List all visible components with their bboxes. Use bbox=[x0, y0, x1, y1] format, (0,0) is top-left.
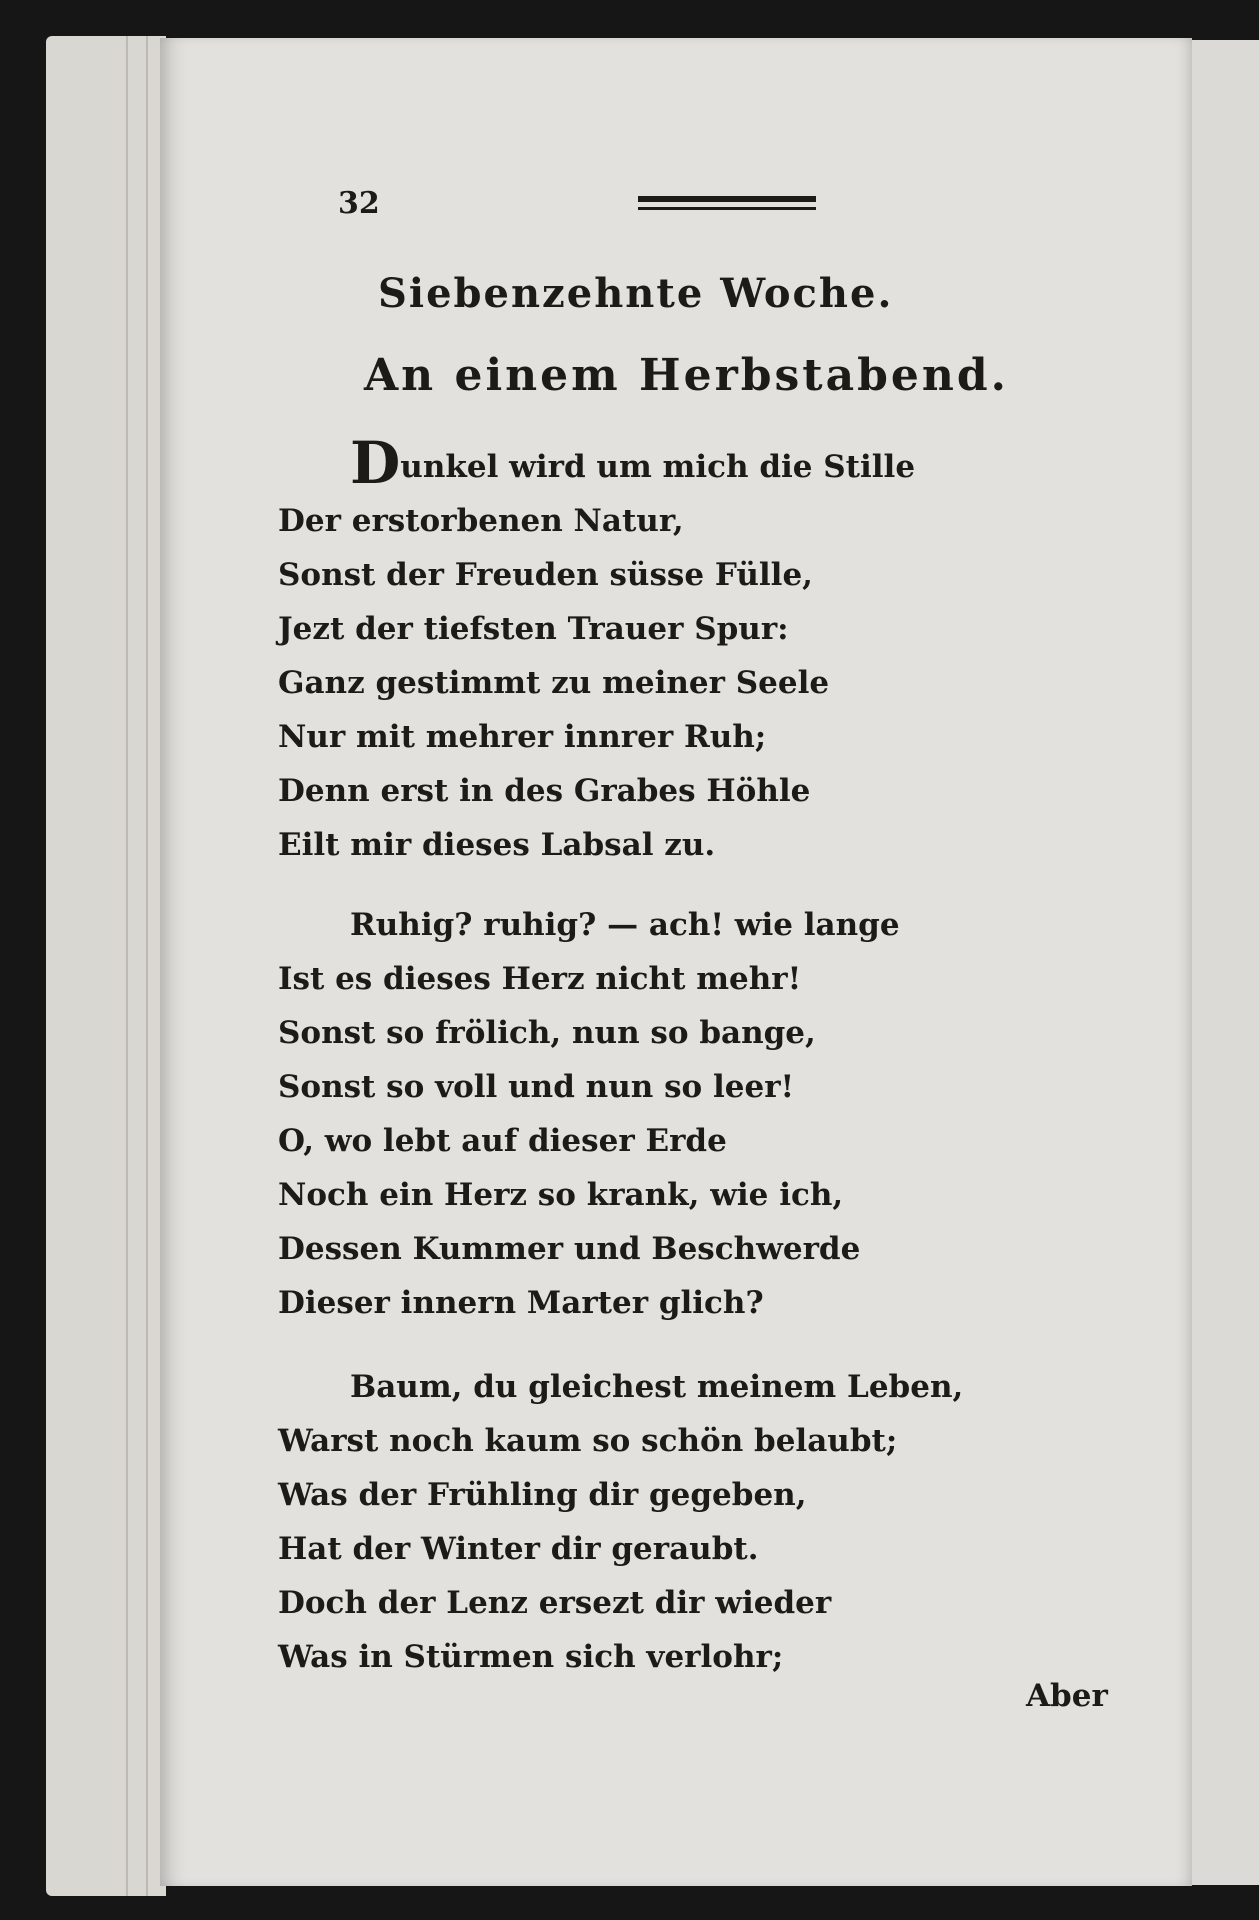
stanza-line: Ist es dieses Herz nicht mehr! bbox=[278, 961, 802, 997]
stanza-1 bbox=[278, 429, 916, 872]
stanza-3 bbox=[278, 1360, 963, 1684]
drop-cap: D bbox=[350, 429, 401, 497]
stanza-line: Noch ein Herz so krank, wie ich, bbox=[278, 1177, 844, 1213]
poem-title: An einem Herbstabend. bbox=[364, 350, 1009, 401]
stanza-line: Doch der Lenz ersezt dir wieder bbox=[278, 1585, 832, 1621]
catchword: Aber bbox=[1026, 1678, 1108, 1714]
page-stack-edges bbox=[46, 36, 166, 1896]
stanza-line: Sonst so frölich, nun so bange, bbox=[278, 1015, 816, 1051]
first-line-text: unkel wird um mich die Stille bbox=[400, 449, 916, 485]
stanza-line: Dieser innern Marter glich? bbox=[278, 1285, 764, 1321]
stanza-line: Dessen Kummer und Beschwerde bbox=[278, 1231, 861, 1267]
stanza-line: Sonst der Freuden süsse Fülle, bbox=[278, 557, 813, 593]
stanza-line: Warst noch kaum so schön belaubt; bbox=[278, 1423, 898, 1459]
stanza-line: Was der Frühling dir gegeben, bbox=[278, 1477, 807, 1513]
stanza-line: Denn erst in des Grabes Höhle bbox=[278, 773, 811, 809]
stanza-line: Nur mit mehrer innrer Ruh; bbox=[278, 719, 767, 755]
stanza-line: Jezt der tiefsten Trauer Spur: bbox=[278, 611, 789, 647]
week-title: Siebenzehnte Woche. bbox=[378, 270, 894, 317]
page-number: 32 bbox=[338, 186, 380, 221]
stanza-line: Ruhig? ruhig? — ach! wie lange bbox=[350, 907, 900, 943]
stanza-line: Was in Stürmen sich verlohr; bbox=[278, 1639, 784, 1675]
stanza-2 bbox=[278, 898, 900, 1330]
stanza-line: Ganz gestimmt zu meiner Seele bbox=[278, 665, 830, 701]
stanza-line: Hat der Winter dir geraubt. bbox=[278, 1531, 759, 1567]
stanza-line bbox=[278, 429, 916, 497]
stanza-line: Baum, du gleichest meinem Leben, bbox=[350, 1369, 964, 1405]
stanza-line: Eilt mir dieses Labsal zu. bbox=[278, 827, 716, 863]
stanza-line: O, wo lebt auf dieser Erde bbox=[278, 1123, 727, 1159]
stanza-line: Der erstorbenen Natur, bbox=[278, 503, 684, 539]
book-page bbox=[160, 38, 1192, 1886]
stanza-line: Sonst so voll und nun so leer! bbox=[278, 1069, 795, 1105]
header-ornament-rule bbox=[638, 196, 816, 210]
